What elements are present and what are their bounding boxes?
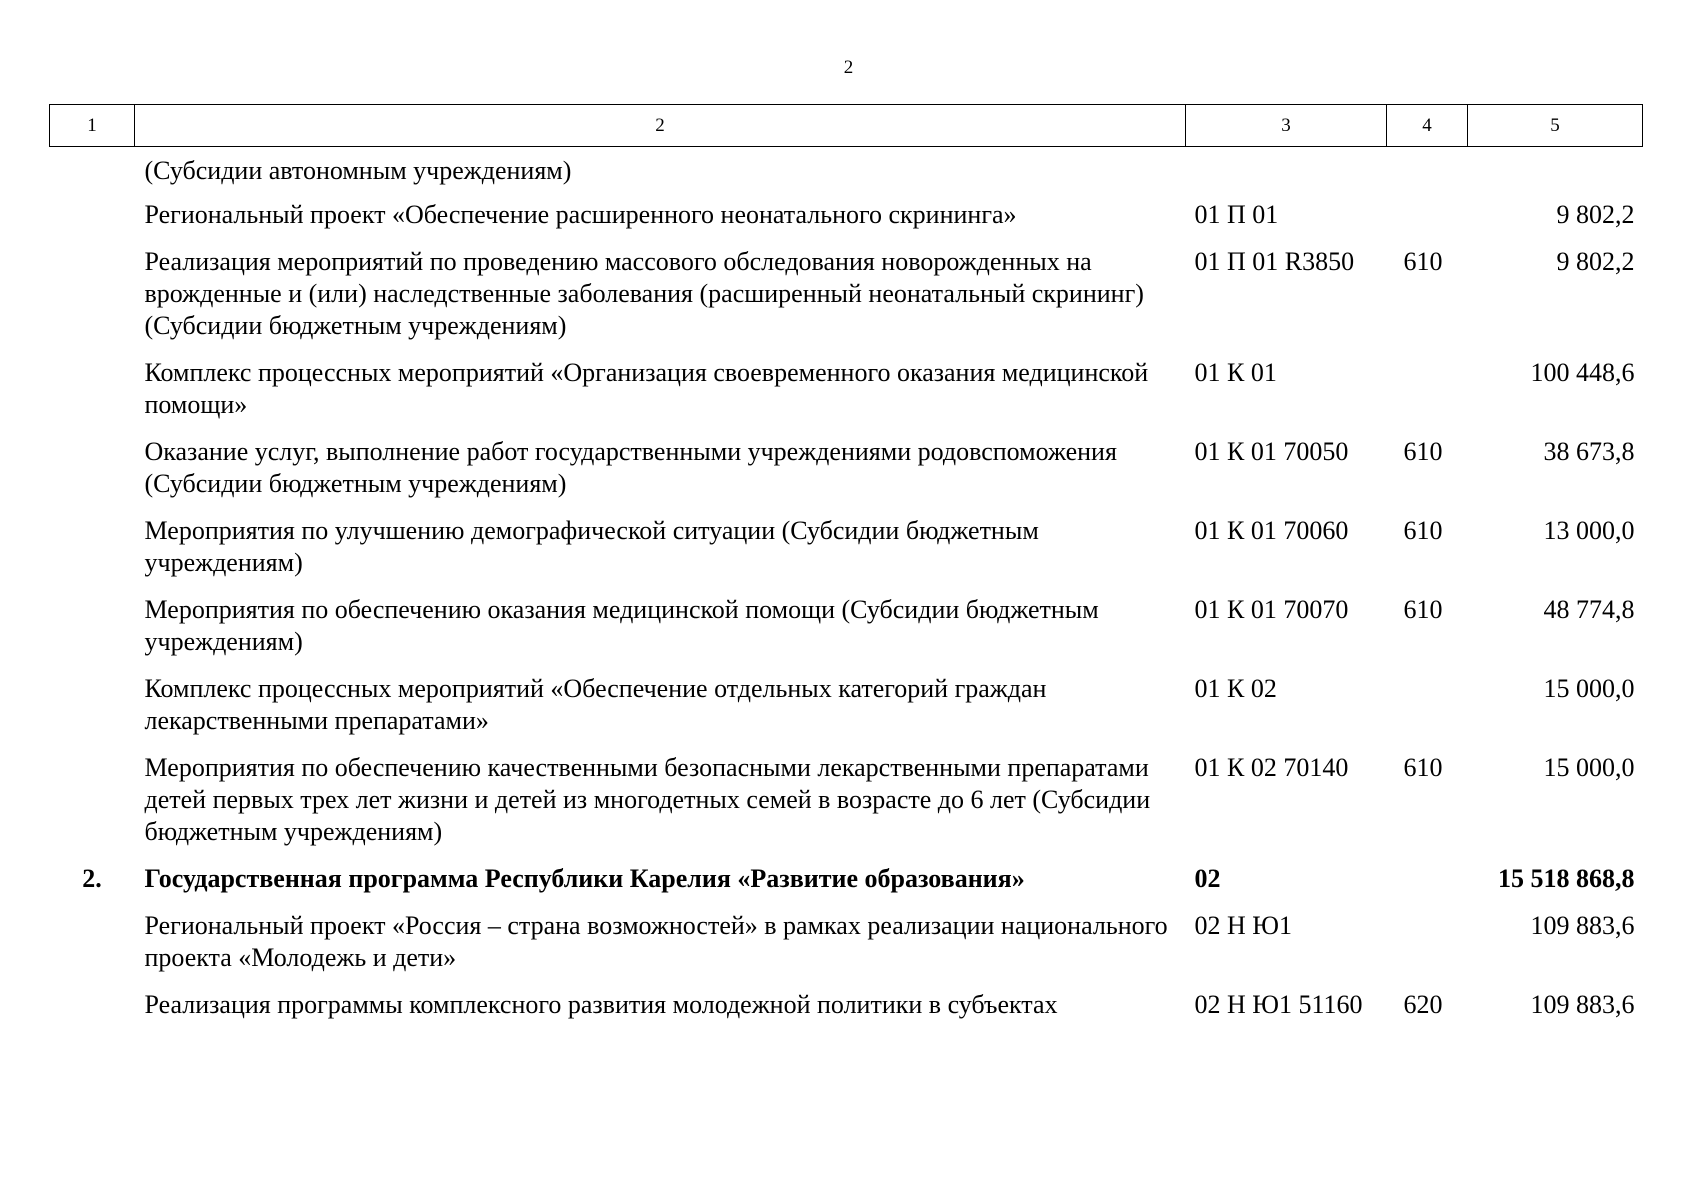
- table-row: [50, 744, 1643, 855]
- row-expense-type: 610: [1403, 753, 1443, 782]
- table-row: [50, 191, 1643, 238]
- row-amount: 15 000,0: [1543, 674, 1635, 703]
- row-expense-type: [1387, 855, 1468, 902]
- row-number: [50, 428, 135, 507]
- row-name: Мероприятия по обеспечению качественными безопасными лекарственными препаратами детей первых трех лет жизни и детей из многодетных семей в возрасте до 6 лет (Субсидии бюджетным учреждениям): [144, 753, 1151, 846]
- row-code: 01 К 01 70070: [1194, 595, 1349, 624]
- row-amount: 100 448,6: [1530, 358, 1635, 387]
- table-row: [50, 428, 1643, 507]
- row-number: [50, 902, 135, 981]
- row-amount: 9 802,2: [1556, 200, 1635, 229]
- header-col-5: 5: [1468, 105, 1643, 147]
- row-expense-type: 610: [1403, 247, 1443, 276]
- row-expense-type: 610: [1403, 437, 1443, 466]
- row-name: Оказание услуг, выполнение работ государственными учреждениями родовспоможения (Субсидии бюджетным учреждениям): [144, 437, 1117, 498]
- row-name: Комплекс процессных мероприятий «Обеспечение отдельных категорий граждан лекарственными препаратами»: [144, 674, 1047, 735]
- row-code: 01 П 01 R3850: [1194, 247, 1355, 276]
- row-amount: 9 802,2: [1556, 247, 1635, 276]
- row-code: 02 Н Ю1: [1194, 911, 1292, 940]
- row-number: [50, 981, 135, 1028]
- row-number: [50, 744, 135, 855]
- row-expense-type: [1387, 147, 1468, 192]
- table-row: [50, 147, 1643, 192]
- row-code: 01 К 01 70050: [1194, 437, 1349, 466]
- row-code: 01 К 01: [1194, 358, 1277, 387]
- page-number: 2: [843, 57, 854, 78]
- header-col-2: 2: [135, 105, 1186, 147]
- budget-table: [49, 104, 1643, 1028]
- table-header: [50, 105, 1643, 147]
- table-body: [50, 147, 1643, 1029]
- row-expense-type: [1387, 902, 1468, 981]
- row-code: 01 П 01: [1194, 200, 1279, 229]
- row-name: Государственная программа Республики Карелия «Развитие образования»: [144, 864, 1025, 893]
- header-col-1: 1: [50, 105, 135, 147]
- row-number: [50, 147, 135, 192]
- row-name: Региональный проект «Обеспечение расширенного неонатального скрининга»: [144, 200, 1017, 229]
- table-row: [50, 586, 1643, 665]
- table-row: [50, 238, 1643, 349]
- row-name: Реализация мероприятий по проведению массового обследования новорожденных на врожденные и (или) наследственные заболевания (расширенный неонатальный скрининг) (Субсидии бюджетным учреждениям): [144, 247, 1144, 340]
- table-row: [50, 981, 1643, 1028]
- table-row: [50, 507, 1643, 586]
- row-number: [50, 665, 135, 744]
- table-row: [50, 349, 1643, 428]
- table-row: [50, 902, 1643, 981]
- row-expense-type: [1387, 349, 1468, 428]
- header-col-4: 4: [1387, 105, 1468, 147]
- row-code: 01 К 02: [1194, 674, 1277, 703]
- row-name: Региональный проект «Россия – страна возможностей» в рамках реализации национального проекта «Молодежь и дети»: [144, 911, 1168, 972]
- row-amount: 109 883,6: [1530, 911, 1635, 940]
- row-name: (Субсидии автономным учреждениям): [144, 156, 572, 185]
- row-amount: [1468, 147, 1643, 192]
- row-expense-type: [1387, 191, 1468, 238]
- row-amount: 15 518 868,8: [1498, 864, 1635, 893]
- table-row: [50, 665, 1643, 744]
- row-code: 02 Н Ю1 51160: [1194, 990, 1363, 1019]
- row-amount: 13 000,0: [1543, 516, 1635, 545]
- row-number: [50, 586, 135, 665]
- row-name: Мероприятия по улучшению демографической ситуации (Субсидии бюджетным учреждениям): [144, 516, 1039, 577]
- row-number: [50, 507, 135, 586]
- header-row: [50, 105, 1643, 147]
- row-expense-type: 610: [1403, 516, 1443, 545]
- header-col-3: 3: [1186, 105, 1387, 147]
- row-code: 01 К 02 70140: [1194, 753, 1349, 782]
- row-amount: 109 883,6: [1530, 990, 1635, 1019]
- row-code: 02: [1194, 864, 1221, 893]
- row-code: [1186, 147, 1387, 192]
- row-amount: 48 774,8: [1543, 595, 1635, 624]
- row-number: [50, 238, 135, 349]
- row-amount: 38 673,8: [1543, 437, 1635, 466]
- row-number: [50, 191, 135, 238]
- row-expense-type: [1387, 665, 1468, 744]
- row-amount: 15 000,0: [1543, 753, 1635, 782]
- row-name: Реализация программы комплексного развития молодежной политики в субъектах: [144, 990, 1058, 1019]
- row-code: 01 К 01 70060: [1194, 516, 1349, 545]
- row-number: [50, 349, 135, 428]
- row-name: Мероприятия по обеспечению оказания медицинской помощи (Субсидии бюджетным учреждениям): [144, 595, 1099, 656]
- row-expense-type: 620: [1403, 990, 1443, 1019]
- row-number: 2.: [82, 864, 102, 893]
- row-name: Комплекс процессных мероприятий «Организация своевременного оказания медицинской помощи»: [144, 358, 1149, 419]
- table-row: [50, 855, 1643, 902]
- row-expense-type: 610: [1403, 595, 1443, 624]
